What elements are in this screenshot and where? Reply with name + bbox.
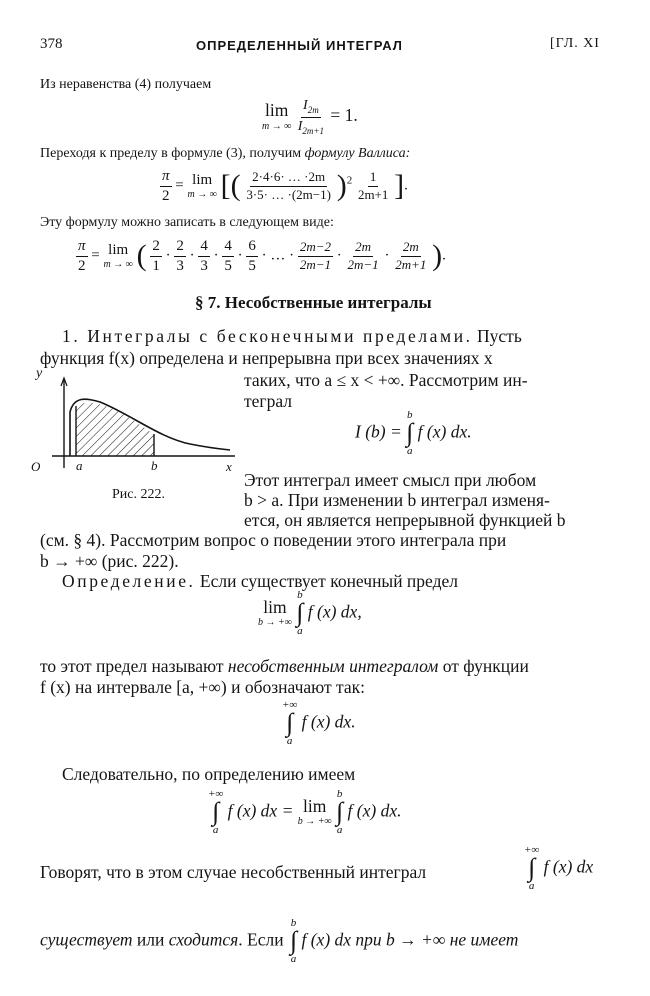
product-factor: $\frac{4}{5}$ xyxy=(224,238,232,274)
pi-over-2: $\frac{\pi}{2}$ xyxy=(78,238,86,274)
wallis-term: формулу Валлиса: xyxy=(304,146,411,161)
paragraph-2-line-4: (см. § 4). Рассмотрим вопрос о поведении этого интеграла при xyxy=(40,530,507,550)
limit-integral-formula: lim b → +∞ b ∫ a f (x) dx, xyxy=(258,589,362,637)
product-factor: $\frac{2m}{2m+1}$ xyxy=(395,239,427,272)
section-title: § 7. Несобственные интегралы xyxy=(195,293,432,312)
running-title: ОПРЕДЕЛЕННЫЙ ИНТЕГРАЛ xyxy=(196,38,403,53)
integral-sign: b ∫ a xyxy=(336,788,344,836)
improper-integral-term: несобственным интегралом xyxy=(227,656,439,676)
paragraph-2-line-3: ется, он является непрерывной функцией b xyxy=(244,510,566,530)
ratio-fraction: $\frac{I_{2m}}{I_{2m+1}}$ xyxy=(297,98,324,136)
improper-integral-formula: +∞ ∫ a f (x) dx. xyxy=(282,699,356,747)
paragraph-3-line-2: f (x) на интервале [a, +∞) и обозначают так: xyxy=(40,677,366,697)
paragraph-4: Следовательно, по определению имеем xyxy=(62,764,356,784)
subsection-heading: 1. Интегралы с бесконечными пределами. xyxy=(62,326,473,346)
integral-sign: +∞ ∫ a xyxy=(282,699,298,747)
product-factor: $\frac{2m}{2m-1}$ xyxy=(347,239,379,272)
integral-sign: b ∫ a xyxy=(289,917,298,965)
definition-equation: +∞ ∫ a f (x) dx = lim b → +∞ b ∫ a f (x) dx. xyxy=(208,788,402,836)
product-factor: $\frac{2}{3}$ xyxy=(176,238,184,274)
product-intro: Эту формулу можно записать в следующем виде: xyxy=(40,215,334,230)
wallis-last-fraction: $\frac{1}{2m+1}$ xyxy=(357,169,389,202)
intro-text-2: Переходя к пределу в формуле (3), получим формулу Валлиса: xyxy=(40,146,411,161)
wallis-product-formula: $\frac{\pi}{2}$ = lim m → ∞ ( $\frac{2}{1}$ · $\frac{2}{3}$ · $\frac{4}{3}$ · $\frac{4}{5}$ · $\frac{6}{5}$ · … · $\frac{2m-2}{2m-1}$ · $\frac{2m}{2m-1}$ · $\frac{2m}{2m+1}$ ). xyxy=(78,238,446,274)
converges-term: сходится xyxy=(168,929,239,950)
figure-b-label: b xyxy=(151,458,158,473)
limit-operator: lim b → +∞ xyxy=(258,596,292,629)
pi-over-2: $\frac{\pi}{2}$ xyxy=(162,168,170,204)
integral-sign: +∞ ∫ a xyxy=(524,844,540,892)
product-factor: $\frac{2m-2}{2m-1}$ xyxy=(299,239,332,272)
equals-one: = 1. xyxy=(330,105,358,126)
paragraph-1-line-1: 1. Интегралы с бесконечными пределами. Пусть xyxy=(62,326,522,346)
limit-ratio-formula xyxy=(262,98,358,136)
integral-sign: b ∫ a xyxy=(406,409,414,457)
integral-sign: +∞ ∫ a xyxy=(208,788,224,836)
paragraph-6: существует или сходится. Если b ∫ a f (x) dx при b → +∞ не имеет xyxy=(40,917,519,965)
paragraph-2-line-2: b > a. При изменении b интеграл изменя- xyxy=(244,490,550,510)
product-factor: $\frac{2}{1}$ xyxy=(152,238,160,274)
product-factor: $\frac{6}{5}$ xyxy=(248,238,256,274)
paragraph-1-line-3: таких, что a ≤ x < +∞. Рассмотрим ин- xyxy=(244,370,528,390)
figure-y-label: y xyxy=(36,366,43,381)
integral-Ib-formula: I (b) = b ∫ a f (x) dx. xyxy=(355,409,472,457)
limit-operator: lim b → +∞ xyxy=(297,795,332,828)
exists-term: существует xyxy=(40,929,133,950)
hatched-area xyxy=(76,403,154,456)
product-limit: lim m → ∞ xyxy=(103,241,133,270)
figure-222 xyxy=(30,372,240,472)
paragraph-3-line-1: то этот предел называют несобственным интегралом от функции xyxy=(40,656,529,676)
wallis-limit: lim m → ∞ xyxy=(187,171,217,200)
chapter-label: [ГЛ. XI xyxy=(550,36,600,51)
intro-text-1: Из неравенства (4) получаем xyxy=(40,77,212,92)
figure-a-label: a xyxy=(76,458,83,473)
integral-sign: b ∫ a xyxy=(296,589,304,637)
paragraph-2-line-1: Этот интеграл имеет смысл при любом xyxy=(244,470,537,490)
figure-caption: Рис. 222. xyxy=(112,487,165,502)
paragraph-5-integral: +∞ ∫ a f (x) dx xyxy=(524,844,594,892)
paragraph-2-line-5: b → +∞ (рис. 222). xyxy=(40,551,179,571)
wallis-inner-fraction: $\frac{2\cdot 4\cdot 6\cdot \dots \cdot 2m}{3\cdot 5\cdot \dots \cdot(2m-1)}$ xyxy=(246,169,331,202)
definition-line: Определение. Если существует конечный предел xyxy=(62,571,458,591)
paragraph-5: Говорят, что в этом случае несобственный интеграл xyxy=(40,862,427,882)
definition-heading: Определение. xyxy=(62,571,196,591)
page-number: 378 xyxy=(40,36,63,52)
paragraph-1-line-2: функция f(x) определена и непрерывна при всех значениях x xyxy=(40,348,493,368)
wallis-formula: $\frac{\pi}{2}$ = lim m → ∞ [( $\frac{2\cdot 4\cdot 6\cdot \dots \cdot 2m}{3\cdot 5\cdot \dots \cdot(2m-1)}$ )$^2$ $\frac{1}{2m+1}$ ]. xyxy=(162,168,408,204)
limit-operator: lim m → ∞ xyxy=(262,100,292,132)
figure-x-label: x xyxy=(226,459,232,474)
product-factor: $\frac{4}{3}$ xyxy=(200,238,208,274)
paragraph-1-line-4: теграл xyxy=(244,391,292,411)
figure-origin-label: O xyxy=(31,459,41,474)
